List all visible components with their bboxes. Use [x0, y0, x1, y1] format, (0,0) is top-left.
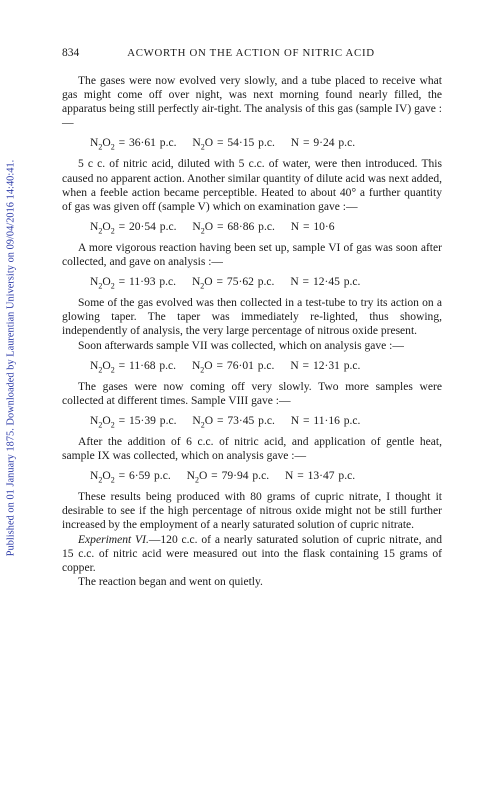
- n-label: N =: [290, 359, 313, 372]
- n2o2-label: $N_2O_2$ =: [90, 359, 129, 374]
- download-notice-text: Published on 01 January 1875. Downloaded by Laurentian University on 09/04/2016 14:40:41.: [5, 159, 17, 557]
- experiment-text: —120 c.c. of a nearly saturated solution of cupric nitrate, and 15 c.c. of nitric acid were measured out into the flask containing 15 grams of copper.: [62, 533, 442, 574]
- n2o2-value: 11·68 p.c.: [128, 359, 177, 372]
- n2o2-value: 11·93 p.c.: [128, 276, 177, 289]
- n-label: N =: [290, 220, 314, 233]
- n2o2-label: $N_2O_2$ =: [90, 470, 129, 485]
- paragraph-3: A more vigorous reaction having been set up, sample VI of gas was soon after collected, and gave on analysis :—: [62, 241, 442, 269]
- page-number: 834: [62, 47, 80, 59]
- analysis-sample-iv: [62, 136, 442, 150]
- n2o2-value: 36·61 p.c.: [128, 137, 177, 150]
- n2o-value: 75·62 p.c.: [226, 276, 275, 289]
- n2o2-label: $N_2O_2$ =: [90, 137, 129, 152]
- n2o-value: 73·45 p.c.: [227, 414, 275, 427]
- n-value: 11·16 p.c.: [313, 414, 361, 427]
- n2o-label: $N_2O$ =: [191, 276, 227, 291]
- n2o2-value: 15·39 p.c.: [128, 414, 177, 427]
- analysis-sample-v: [62, 220, 442, 234]
- n-value: 12·31 p.c.: [312, 359, 361, 372]
- n2o-label: $N_2O$ =: [192, 414, 228, 430]
- paragraph-6: The gases were now coming off very slowly. Two more samples were collected at different times. Sample VIII gave :—: [62, 380, 442, 407]
- analysis-sample-vii: [62, 359, 442, 373]
- n-label: N =: [284, 470, 308, 483]
- paragraph-2: 5 c c. of nitric acid, diluted with 5 c.c. of water, were then introduced. This caused no apparent action. Another similar quantity of dilute acid was next added, when a feeble action became perceptible. Heated to about 40° a further quantity of gas was given off (sample V) which on examination gave :—: [62, 158, 442, 213]
- n2o-label: $N_2O$ =: [192, 137, 228, 152]
- n-value: 10·6: [313, 220, 335, 233]
- analysis-sample-viii: [62, 414, 442, 428]
- running-title: ACWORTH ON THE ACTION OF NITRIC ACID: [127, 47, 375, 59]
- paragraph-experiment-vi: [62, 533, 442, 575]
- n2o-label: $N_2O$ =: [186, 470, 222, 485]
- n-value: 9·24 p.c.: [313, 137, 356, 150]
- n2o-label: $N_2O$ =: [191, 359, 227, 374]
- n2o-value: 76·01 p.c.: [226, 359, 275, 372]
- analysis-sample-vi: [62, 275, 442, 289]
- n2o2-value: 20·54 p.c.: [128, 220, 177, 233]
- download-notice-sidebar: [4, 78, 18, 638]
- paragraph-1: The gases were now evolved very slowly, and a tube placed to receive what gas might come off over night, was next morning found nearly filled, the apparatus being still perfectly air-tight. The analysis of this gas (sample IV) gave :—: [62, 75, 442, 130]
- paragraph-8: These results being produced with 80 grams of cupric nitrate, I thought it desirable to see if the high percentage of nitrous oxide might not be still further increased by the employment of a nearly saturated solution of cupric nitrate.: [62, 491, 442, 532]
- n2o2-label: $N_2O_2$ =: [90, 414, 129, 430]
- n2o-value: 79·94 p.c.: [221, 470, 270, 483]
- n2o-value: 68·86 p.c.: [227, 220, 275, 233]
- n-label: N =: [290, 276, 313, 289]
- n-value: 13·47 p.c.: [307, 470, 356, 483]
- paragraph-4: Some of the gas evolved was then collected in a test-tube to try its action on a glowing taper. The taper was immediately re-lighted, thus showing, independently of analysis, the very large percentage of nitrous oxide present.: [62, 297, 442, 338]
- n2o2-label: $N_2O_2$ =: [90, 276, 129, 291]
- n-value: 12·45 p.c.: [312, 276, 361, 289]
- experiment-label: Experiment VI.: [78, 533, 149, 546]
- paragraph-5: Soon afterwards sample VII was collected, which on analysis gave :—: [78, 339, 404, 352]
- n2o-label: $N_2O$ =: [192, 220, 228, 236]
- page-body: [62, 74, 442, 589]
- n2o2-label: $N_2O_2$ =: [90, 220, 129, 236]
- page-header: [62, 47, 440, 61]
- paragraph-10: The reaction began and went on quietly.: [78, 575, 263, 588]
- n-label: N =: [290, 137, 314, 150]
- paragraph-7: After the addition of 6 c.c. of nitric acid, and application of gentle heat, sample IX was collected, which on analysis gave :—: [62, 435, 442, 463]
- n2o-value: 54·15 p.c.: [227, 137, 275, 150]
- n2o2-value: 6·59 p.c.: [128, 470, 171, 483]
- n-label: N =: [290, 414, 314, 427]
- analysis-sample-ix: [62, 469, 442, 483]
